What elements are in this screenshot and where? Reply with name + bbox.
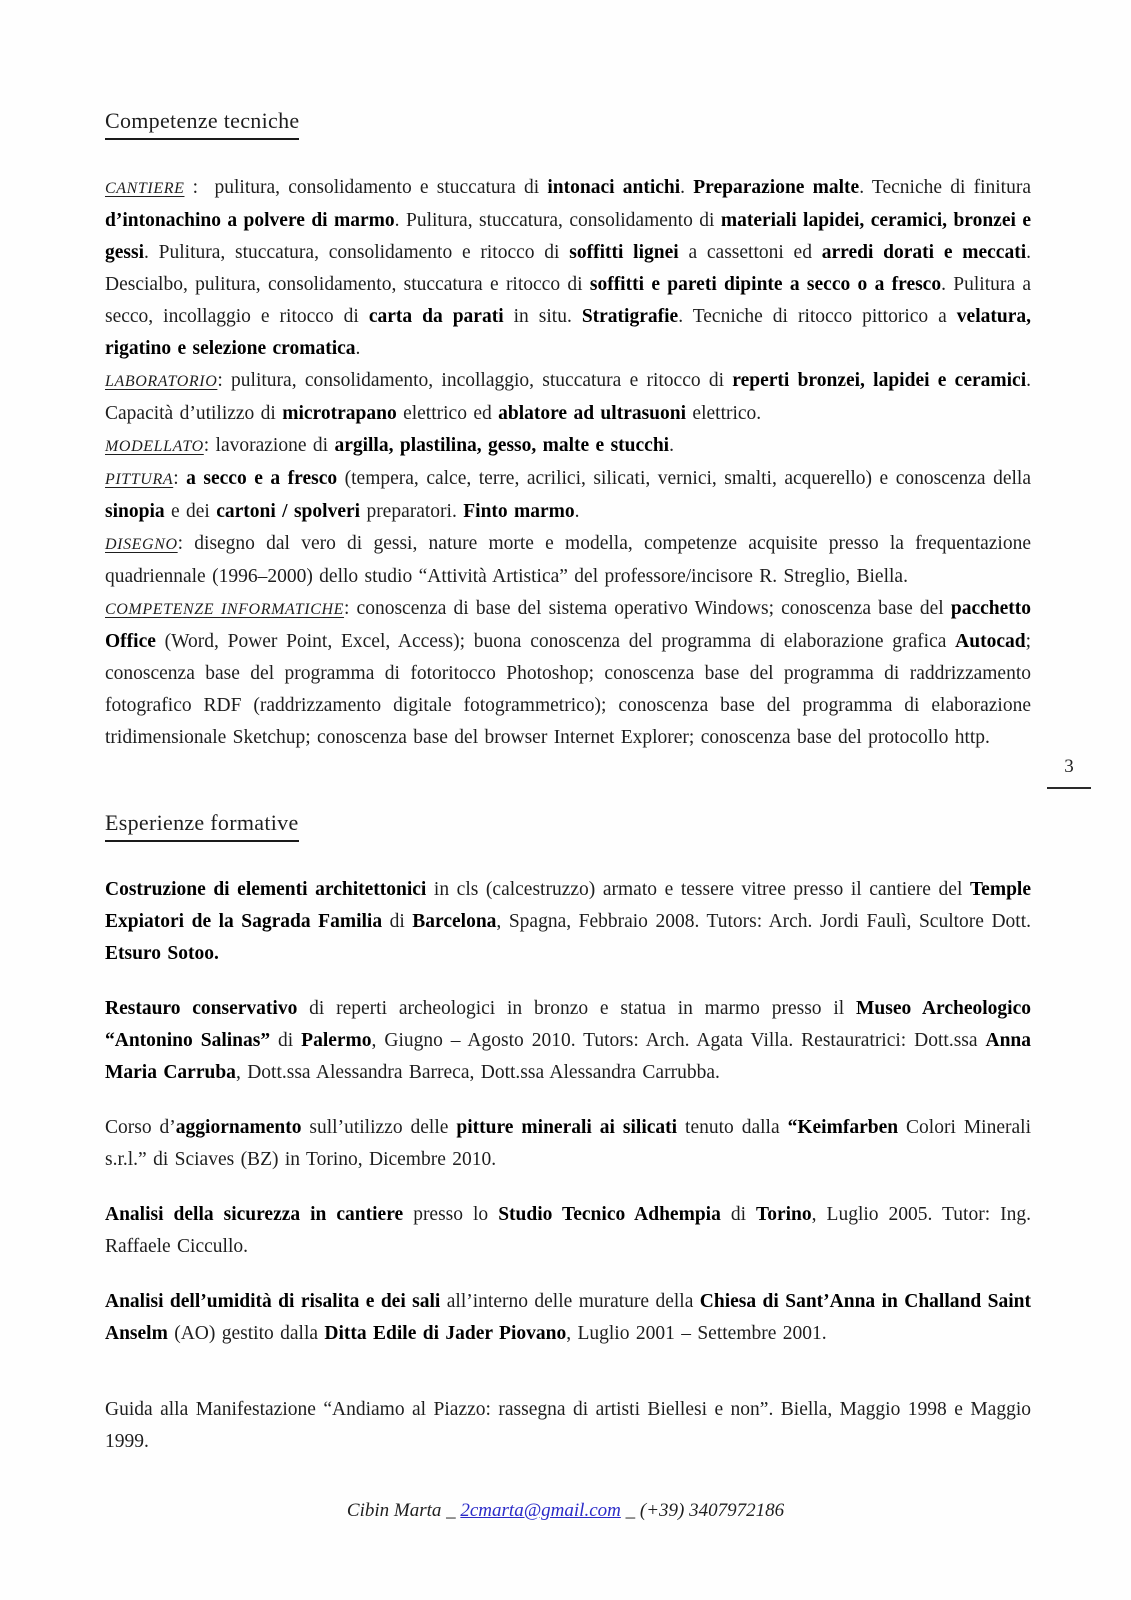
category-label: PITTURA — [105, 471, 174, 488]
page-number-value: 3 — [1064, 756, 1074, 777]
paragraph — [105, 365, 1031, 430]
body-text: elettrico. — [686, 403, 762, 424]
document-content — [105, 0, 1031, 1458]
bold-text: Palermo — [301, 1030, 372, 1051]
bold-text: pitture minerali ai silicati — [456, 1117, 678, 1138]
bold-text: pacchetto Office — [105, 598, 1031, 652]
body-text: Guida alla Manifestazione “Andiamo al Piazzo: rassegna di artisti Biellesi e non”. Biella, Maggio 1998 e Maggio 1999. — [105, 1399, 1031, 1452]
bold-text: d’intonachino a polvere di marmo — [105, 210, 395, 231]
paragraph — [105, 528, 1031, 593]
paragraph — [105, 172, 1031, 365]
body-text: : lavorazione di — [203, 435, 335, 456]
paragraph — [105, 1112, 1031, 1176]
body-text: ; conoscenza base del programma di fotoritocco Photoshop; conoscenza base del programma di raddrizzamento fotografico RDF (raddrizzamento digitale fotogrammetrico); conoscenza base del programma di elaborazione tridimensionale Sketchup; conoscenza base del browser Internet Explorer; conoscenza base del protocollo http. — [105, 631, 1031, 748]
body-text: : conoscenza di base del sistema operativo Windows; conoscenza base del — [344, 598, 951, 619]
body-text: . Tecniche di finitura — [859, 177, 1031, 198]
bold-text: materiali lapidei, ceramici, bronzei e gessi — [105, 210, 1031, 263]
page-number — [1041, 756, 1097, 789]
category-label: CANTIERE — [105, 180, 185, 197]
body-text: (Word, Power Point, Excel, Access); buona conoscenza del programma di elaborazione grafica — [155, 631, 956, 652]
bold-text: reperti bronzei, lapidei e ceramici — [732, 370, 1027, 391]
footer — [0, 1500, 1131, 1522]
body-text: (AO) gestito dalla — [167, 1323, 325, 1344]
bold-text: Barcelona — [412, 911, 497, 932]
paragraph — [105, 1394, 1031, 1458]
body-text: . Descialbo, pulitura, consolidamento, stuccatura e ritocco di — [105, 242, 1031, 295]
body-text: all’interno delle murature della — [440, 1291, 700, 1312]
bold-text: Anna Maria Carruba — [105, 1030, 1032, 1083]
body-text: di — [720, 1204, 757, 1225]
bold-text: Costruzione di elementi architettonici — [105, 879, 427, 900]
footer-phone: _ (+39) 3407972186 — [620, 1500, 785, 1521]
page-number-rule — [1047, 787, 1091, 789]
body-text: . Pulitura a secco, incollaggio e ritocco di — [105, 274, 1031, 327]
body-text: . Pulitura, stuccatura, consolidamento di — [394, 210, 721, 231]
bold-text: sinopia — [105, 501, 165, 522]
body-text: . Tecniche di ritocco pittorico a — [678, 306, 957, 327]
paragraph — [105, 463, 1031, 528]
bold-text: Museo Archeologico “Antonino Salinas” — [105, 998, 1032, 1051]
paragraph — [105, 1199, 1031, 1263]
bold-text: microtrapano — [282, 403, 397, 424]
bold-text: Analisi dell’umidità di risalita e dei sali — [105, 1291, 441, 1312]
body-text: . — [669, 435, 674, 456]
body-text: . Capacità d’utilizzo di — [105, 370, 1031, 424]
body-text: : — [173, 468, 187, 489]
body-text: Colori Minerali s.r.l.” di Sciaves (BZ) in Torino, Dicembre 2010. — [105, 1117, 1031, 1170]
body-text: , Dott.ssa Alessandra Barreca, Dott.ssa Alessandra Carrubba. — [235, 1062, 720, 1083]
email-link[interactable]: 2cmarta@gmail.com — [460, 1500, 621, 1521]
body-text: : pulitura, consolidamento e stuccatura di — [184, 177, 548, 198]
bold-text: carta da parati — [368, 306, 504, 327]
bold-text: Restauro conservativo — [105, 998, 298, 1019]
body-text: : pulitura, consolidamento, incollaggio, stuccatura e ritocco di — [217, 370, 733, 391]
bold-text: Studio Tecnico Adhempia — [498, 1204, 721, 1225]
bold-text: intonaci antichi — [547, 177, 681, 198]
bold-text: arredi dorati e meccati — [821, 242, 1027, 263]
body-text: sull’utilizzo delle — [301, 1117, 457, 1138]
body-text: preparatori. — [360, 501, 464, 522]
bold-text: Etsuro Sotoo. — [105, 943, 219, 964]
body-text: , Giugno – Agosto 2010. Tutors: Arch. Agata Villa. Restauratrici: Dott.ssa — [371, 1030, 986, 1051]
section-esperienze-formative — [105, 810, 1031, 1458]
body-text: . Pulitura, stuccatura, consolidamento e ritocco di — [144, 242, 570, 263]
paragraph — [105, 993, 1031, 1089]
body-text: di reperti archeologici in bronzo e statua in marmo presso il — [297, 998, 856, 1019]
bold-text: Temple Expiatori de la Sagrada Familia — [105, 879, 1032, 932]
body-text: : disegno dal vero di gessi, nature morte e modella, competenze acquisite presso la frequentazione quadriennale (1996–2000) dello studio “Attività Artistica” del professore/incisore R. Streglio, Biella. — [105, 533, 1031, 587]
bold-text: Chiesa di Sant’Anna in Challand Saint Anselm — [105, 1291, 1031, 1344]
body-text: elettrico ed — [396, 403, 499, 424]
paragraph — [105, 593, 1031, 754]
body-text: , Luglio 2001 – Settembre 2001. — [566, 1323, 827, 1344]
bold-text: aggiornamento — [175, 1117, 302, 1138]
body-text: , Spagna, Febbraio 2008. Tutors: Arch. Jordi Faulì, Scultore Dott. — [496, 911, 1031, 932]
body-text: di — [382, 911, 413, 932]
section-competenze-tecniche — [105, 108, 1031, 754]
body-text: presso lo — [403, 1204, 499, 1225]
paragraph — [105, 430, 1031, 463]
bold-text: argilla, plastilina, gesso, malte e stucchi — [334, 435, 670, 456]
bold-text: Stratigrafie — [581, 306, 679, 327]
section-heading: Competenze tecniche — [105, 108, 299, 140]
body-text: in cls (calcestruzzo) armato e tessere vitree presso il cantiere del — [426, 879, 970, 900]
category-label: LABORATORIO — [105, 373, 218, 390]
body-text: . — [355, 338, 361, 359]
bold-text: soffitti lignei — [569, 242, 679, 263]
body-text: , Luglio 2005. Tutor: Ing. Raffaele Ciccullo. — [105, 1204, 1031, 1257]
category-label: COMPETENZE INFORMATICHE — [105, 601, 345, 618]
body-text: tenuto dalla — [677, 1117, 788, 1138]
paragraph — [105, 1286, 1031, 1350]
section-heading: Esperienze formative — [105, 810, 299, 842]
bold-text: Preparazione malte — [693, 177, 860, 198]
bold-text: soffitti e pareti dipinte a secco o a fresco — [589, 274, 942, 295]
bold-text: cartoni / spolveri — [216, 501, 361, 522]
bold-text: Ditta Edile di Jader Piovano — [324, 1323, 567, 1344]
bold-text: Torino — [756, 1204, 812, 1225]
body-text: Corso d’ — [105, 1117, 176, 1138]
bold-text: Autocad — [955, 631, 1026, 652]
paragraph — [105, 874, 1031, 970]
body-text: a cassettoni ed — [678, 242, 822, 263]
bold-text: a secco e a fresco — [186, 468, 338, 489]
body-text: in situ. — [503, 306, 582, 327]
bold-text: velatura, rigatino e selezione cromatica — [105, 306, 1031, 359]
body-text: e dei — [164, 501, 217, 522]
category-label: MODELLATO — [105, 438, 204, 455]
body-text: (tempera, calce, terre, acrilici, silicati, vernici, smalti, acquerello) e conoscenza della — [337, 468, 1032, 489]
bold-text: ablatore ad ultrasuoni — [498, 403, 687, 424]
footer-name: Cibin Marta _ — [346, 1500, 461, 1521]
body-text: . — [680, 177, 694, 198]
body-text: di — [270, 1030, 302, 1051]
category-label: DISEGNO — [105, 536, 178, 553]
body-text: . — [574, 501, 580, 522]
bold-text: Analisi della sicurezza in cantiere — [105, 1204, 404, 1225]
bold-text: “Keimfarben — [787, 1117, 899, 1138]
bold-text: Finto marmo — [463, 501, 575, 522]
